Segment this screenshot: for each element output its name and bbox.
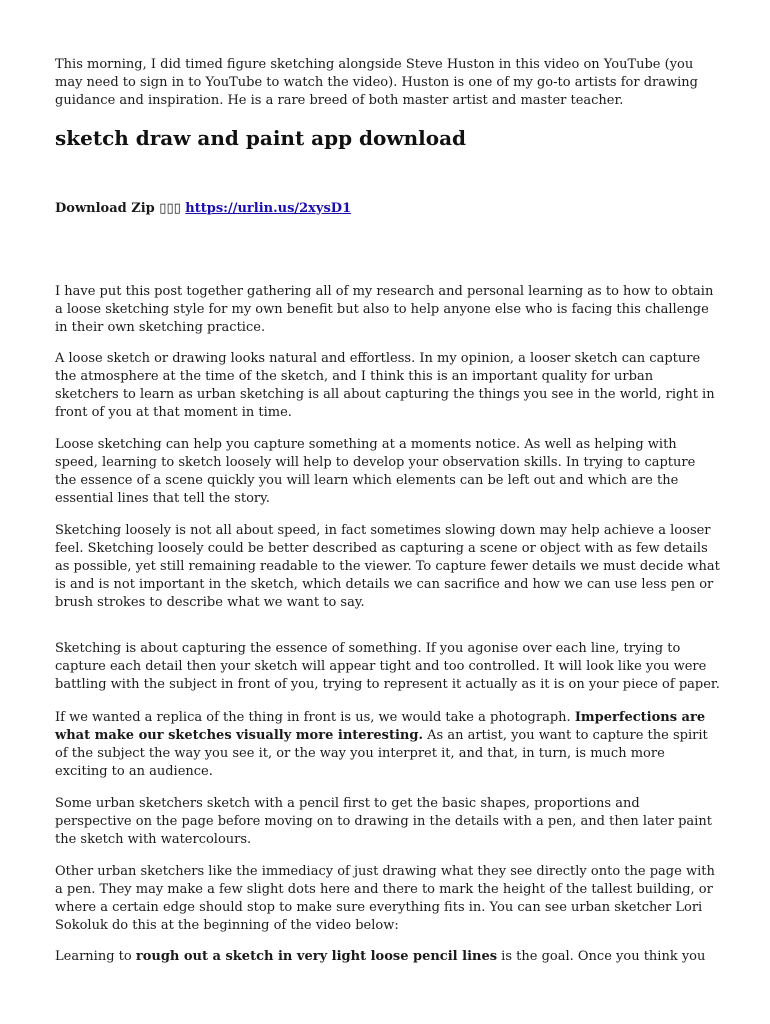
document-page	[55, 0, 720, 1024]
download-label: Download Zip	[55, 201, 155, 216]
intro-paragraph: This morning, I did timed figure sketching alongside Steve Huston in this video on YouTube (you may need to sign in to YouTube to watch the video). Huston is one of my go-to artists for drawing guidance and inspiration. He is a rare breed of both master artist and master teacher.	[55, 57, 698, 108]
download-link[interactable]: https://urlin.us/2xysD1	[185, 201, 352, 216]
page-title: sketch draw and paint app download	[55, 126, 467, 150]
paragraph-speed: Sketching loosely is not all about speed, in fact sometimes slowing down may help achieve a looser feel. Sketching loosely could be better described as capturing a scene or object with as few details as possible, yet still remaining readable to the viewer. To capture fewer details we must decide what is and is not important in the sketch, which details we can sacrifice and how we can use less pen or brush strokes to describe what we want to say.	[55, 523, 720, 610]
paragraph-moments-notice: Loose sketching can help you capture something at a moments notice. As well as helping with speed, learning to sketch loosely will help to develop your observation skills. In trying to capture the essence of a scene quickly you will learn which elements can be left out and which are the essential lines that tell the story.	[55, 437, 696, 506]
download-line	[55, 200, 720, 218]
paragraph-research: I have put this post together gathering all of my research and personal learning as to how to obtain a loose sketching style for my own benefit but also to help anyone else who is facing this challenge in their own sketching practice.	[55, 284, 714, 335]
imperfections-emphasis: Imperfections are what make our sketches visually more interesting.	[55, 710, 706, 743]
paragraph-loose-sketch: A loose sketch or drawing looks natural and effortless. In my opinion, a looser sketch can capture the atmosphere at the time of the sketch, and I think this is an important quality for urban sketchers to learn as urban sketching is all about capturing the things you see in the world, right in front of you at that moment in time.	[55, 351, 715, 420]
paragraph-rough-out-end: is the goal. Once you think you	[497, 949, 706, 964]
paragraph-imperfections	[55, 709, 720, 781]
paragraph-imperfections-start: If we wanted a replica of the thing in front is us, we would take a photograph.	[55, 710, 575, 725]
paragraph-imperfections-end: As an artist, you want to capture the spirit of the subject the way you see it, or the way you interpret it, and that, in turn, is much more exciting to an audience.	[55, 728, 708, 779]
paragraph-rough-out	[55, 948, 720, 966]
rough-out-emphasis: rough out a sketch in very light loose pencil lines	[135, 949, 498, 964]
download-glyphs: ▯▯▯	[159, 201, 181, 216]
paragraph-pencil-first: Some urban sketchers sketch with a pencil first to get the basic shapes, proportions and perspective on the page before moving on to drawing in the details with a pen, and then later paint the sketch with watercolours.	[55, 796, 712, 847]
paragraph-essence: Sketching is about capturing the essence of something. If you agonise over each line, trying to capture each detail then your sketch will appear tight and too controlled. It will look like you were battling with the subject in front of you, trying to represent it actually as it is on your piece of paper.	[55, 641, 720, 692]
paragraph-rough-out-start: Learning to	[55, 949, 136, 964]
paragraph-immediacy: Other urban sketchers like the immediacy of just drawing what they see directly onto the page with a pen. They may make a few slight dots here and there to mark the height of the tallest building, or where a certain edge should stop to make sure everything fits in. You can see urban sketcher Lori Sokoluk do this at the beginning of the video below:	[55, 864, 715, 933]
